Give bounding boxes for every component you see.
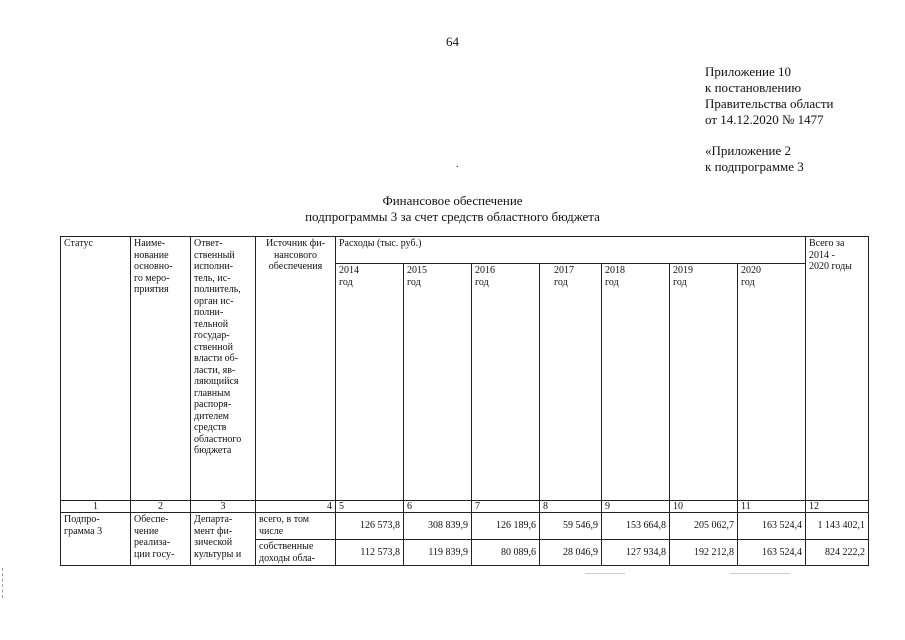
document-title-line: подпрограммы 3 за счет средств областного бюджета — [305, 209, 600, 224]
value-cell: 112 573,8 — [336, 540, 404, 566]
appendix-line: Приложение 10 — [705, 64, 792, 79]
header-name: Наиме- нование основно- го меро- приятия — [131, 237, 191, 501]
row-status: Подпро- грамма 3 — [61, 513, 131, 566]
column-number: 5 — [336, 501, 404, 513]
header-total: Всего за 2014 - 2020 годы — [806, 237, 869, 501]
row-source: собственные доходы обла- — [256, 540, 336, 566]
scan-edge-marks — [2, 568, 7, 598]
appendix-subprogram-line: к подпрограмме 3 — [705, 159, 804, 174]
appendix-line: к постановлению — [705, 80, 802, 95]
row-source: всего, в том числе — [256, 513, 336, 540]
document-title-line: Финансовое обеспечение — [382, 193, 523, 208]
column-number: 12 — [806, 501, 869, 513]
appendix-line: от 14.12.2020 № 1477 — [705, 112, 824, 127]
column-number: 8 — [540, 501, 602, 513]
value-cell: 59 546,9 — [540, 513, 602, 540]
page-number: 64 — [446, 34, 459, 49]
value-cell: 127 934,8 — [602, 540, 670, 566]
financing-table — [60, 236, 869, 566]
header-year: 2019 год — [670, 264, 738, 501]
header-year: 2016 год — [472, 264, 540, 501]
column-number: 7 — [472, 501, 540, 513]
column-number: 11 — [738, 501, 806, 513]
value-cell: 153 664,8 — [602, 513, 670, 540]
appendix-subprogram-block — [705, 143, 804, 175]
print-speck: . — [456, 159, 459, 170]
value-cell: 28 046,9 — [540, 540, 602, 566]
column-number: 1 — [61, 501, 131, 513]
column-number: 2 — [131, 501, 191, 513]
value-cell: 119 839,9 — [404, 540, 472, 566]
column-number: 4 — [256, 501, 336, 513]
header-source: Источник фи- нансового обеспечения — [256, 237, 336, 501]
scan-artifact — [585, 573, 625, 574]
header-year: 2020 год — [738, 264, 806, 501]
value-cell: 126 573,8 — [336, 513, 404, 540]
appendix-subprogram-line: «Приложение 2 — [705, 143, 792, 158]
row-responsible: Департа- мент фи- зической культуры и — [191, 513, 256, 566]
column-number: 3 — [191, 501, 256, 513]
value-cell: 308 839,9 — [404, 513, 472, 540]
header-year: 2018 год — [602, 264, 670, 501]
table-row — [61, 513, 869, 540]
header-year: 2017 год — [540, 264, 602, 501]
column-number: 10 — [670, 501, 738, 513]
value-cell: 126 189,6 — [472, 513, 540, 540]
value-cell: 80 089,6 — [472, 540, 540, 566]
page-cutoff — [60, 566, 900, 640]
value-cell: 163 524,4 — [738, 540, 806, 566]
header-year: 2015 год — [404, 264, 472, 501]
header-status: Статус — [61, 237, 131, 501]
appendix-block — [705, 64, 834, 128]
value-cell: 163 524,4 — [738, 513, 806, 540]
value-cell: 205 062,7 — [670, 513, 738, 540]
document-title — [0, 193, 905, 225]
header-responsible: Ответ- ственный исполни- тель, ис- полнитель, орган ис- полни- тельной государ- ственной власти об- ласти, яв- ляющийся главным распоря- дителем средств областного бюджета — [191, 237, 256, 501]
total-cell: 1 143 402,1 — [806, 513, 869, 540]
row-name: Обеспе- чение реализа- ции госу- — [131, 513, 191, 566]
header-year: 2014 год — [336, 264, 404, 501]
scan-artifact — [730, 573, 790, 574]
value-cell: 192 212,8 — [670, 540, 738, 566]
total-cell: 824 222,2 — [806, 540, 869, 566]
column-number: 9 — [602, 501, 670, 513]
appendix-line: Правительства области — [705, 96, 834, 111]
column-number: 6 — [404, 501, 472, 513]
header-expenses: Расходы (тыс. руб.) — [336, 237, 806, 264]
